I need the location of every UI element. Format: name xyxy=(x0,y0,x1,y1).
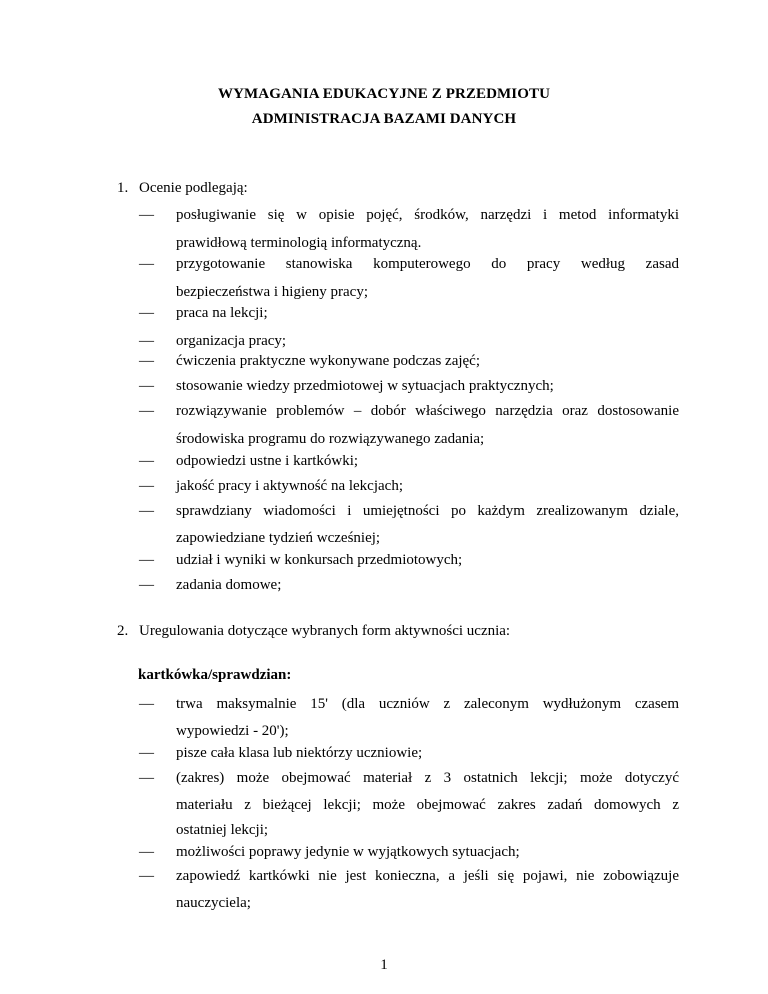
bullet-dash: — xyxy=(139,552,154,568)
list-item-text: rozwiązywanie problemów – dobór właściwego narzędzia oraz dostosowanie xyxy=(176,403,679,419)
list-item xyxy=(139,739,679,767)
document-title-line2: ADMINISTRACJA BAZAMI DANYCH xyxy=(251,111,517,127)
bullet-dash: — xyxy=(139,305,154,321)
list-item-text: przygotowanie stanowiska komputerowego do pracy według zasad xyxy=(176,256,679,272)
bullet-dash: — xyxy=(139,696,154,712)
list-item xyxy=(139,764,679,792)
bullet-dash: — xyxy=(139,403,154,419)
subheading-kartkowka: kartkówka/sprawdzian: xyxy=(138,667,292,683)
bullet-dash: — xyxy=(139,353,154,369)
list-item xyxy=(139,201,679,229)
bullet-dash: — xyxy=(139,503,154,519)
list-item-continuation: ostatniej lekcji; xyxy=(176,822,269,838)
bullet-dash: — xyxy=(139,207,154,223)
list-item-text: praca na lekcji; xyxy=(176,305,268,321)
bullet-dash: — xyxy=(139,478,154,494)
list-item-continuation: nauczyciela; xyxy=(176,895,251,911)
list-item-text: zapowiedź kartkówki nie jest konieczna, a jeśli się pojawi, nie zobowiązuje xyxy=(176,868,679,884)
bullet-dash: — xyxy=(139,868,154,884)
list-item-continuation: zapowiedziane tydzień wcześniej; xyxy=(176,530,381,546)
section-2-number: 2. xyxy=(117,623,129,639)
list-item-continuation: środowiska programu do rozwiązywanego zadania; xyxy=(176,431,485,447)
list-item-text: sprawdziany wiadomości i umiejętności po każdym zrealizowanym dziale, xyxy=(176,503,679,519)
list-item-continuation: materiału z bieżącej lekcji; może obejmować zakres zadań domowych z xyxy=(176,797,679,813)
list-item-text: jakość pracy i aktywność na lekcjach; xyxy=(176,478,403,494)
bullet-dash: — xyxy=(139,745,154,761)
section-2-heading xyxy=(117,623,510,640)
list-item-text: zadania domowe; xyxy=(176,577,282,593)
list-item-text: trwa maksymalnie 15' (dla uczniów z zaleconym wydłużonym czasem xyxy=(176,696,679,712)
section-1-heading xyxy=(117,180,248,197)
list-item-text: (zakres) może obejmować materiał z 3 ostatnich lekcji; może dotyczyć xyxy=(176,770,679,786)
bullet-dash: — xyxy=(139,256,154,272)
list-item-continuation: wypowiedzi - 20'); xyxy=(176,723,289,739)
list-item-text: możliwości poprawy jedynie w wyjątkowych sytuacjach; xyxy=(176,844,520,860)
list-item xyxy=(139,372,679,400)
section-2-heading-text: Uregulowania dotyczące wybranych form aktywności ucznia: xyxy=(139,623,511,639)
bullet-dash: — xyxy=(139,453,154,469)
list-item xyxy=(139,472,679,500)
list-item-text: stosowanie wiedzy przedmiotowej w sytuacjach praktycznych; xyxy=(176,378,554,394)
list-item xyxy=(139,250,679,278)
list-item xyxy=(139,397,679,425)
section-1-heading-text: Ocenie podlegają: xyxy=(139,180,248,196)
list-item xyxy=(139,299,679,327)
page-number: 1 xyxy=(380,957,388,973)
list-item xyxy=(139,447,679,475)
bullet-dash: — xyxy=(139,333,154,349)
list-item xyxy=(139,690,679,718)
bullet-dash: — xyxy=(139,378,154,394)
list-item-text: odpowiedzi ustne i kartkówki; xyxy=(176,453,359,469)
document-title-line1: WYMAGANIA EDUKACYJNE Z PRZEDMIOTU xyxy=(217,86,551,102)
bullet-dash: — xyxy=(139,577,154,593)
list-item-text: organizacja pracy; xyxy=(176,333,287,349)
list-item-text: posługiwanie się w opisie pojęć, środków, narzędzi i metod informatyki xyxy=(176,207,679,223)
section-1-number: 1. xyxy=(117,180,129,196)
list-item xyxy=(139,546,679,574)
list-item-continuation: prawidłową terminologią informatyczną. xyxy=(176,235,422,251)
bullet-dash: — xyxy=(139,770,154,786)
list-item-continuation: bezpieczeństwa i higieny pracy; xyxy=(176,284,368,300)
list-item xyxy=(139,497,679,525)
list-item xyxy=(139,862,679,890)
list-item-text: udział i wyniki w konkursach przedmiotowych; xyxy=(176,552,463,568)
bullet-dash: — xyxy=(139,844,154,860)
list-item xyxy=(139,347,679,375)
list-item xyxy=(139,571,679,599)
list-item-text: ćwiczenia praktyczne wykonywane podczas zajęć; xyxy=(176,353,481,369)
list-item-text: pisze cała klasa lub niektórzy uczniowie; xyxy=(176,745,423,761)
